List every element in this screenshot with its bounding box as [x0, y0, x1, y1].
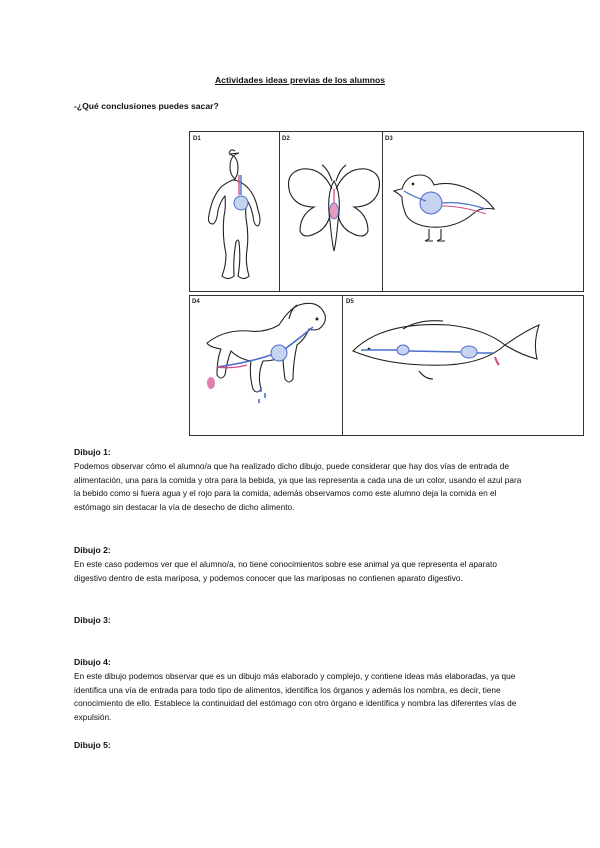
panel-d3-label: D3: [385, 136, 393, 142]
person-stomach: [234, 196, 248, 210]
bird-stomach: [420, 192, 442, 214]
section-text: Podemos observar cómo el alumno/a que ha realizado dicho dibujo, puede considerar que hay dos vías de entrada de alimentación, una para la comida y otra para la bebida, ya que las representa a cada una de un color, usando el azul para la bebido como si fuera agua y el rojo para la comida, además observamos como este alumno deja la comida en el estómago sin destacar la vía de desecho de dicho alimento.: [74, 460, 522, 513]
section-text: En este caso podemos ver que el alumno/a, no tiene conocimientos sobre ese animal ya que representa el aparato digestivo dentro de esta mariposa, y podemos conocer que las mariposas no contienen aparato digestivo.: [74, 558, 497, 583]
panel-d5-frame: [343, 296, 584, 436]
butterfly-stomach: [330, 203, 339, 219]
page-title: Actividades ideas previas de los alumnos: [214, 75, 386, 85]
bird-eye: [412, 183, 415, 186]
panel-d5-label: D5: [346, 299, 354, 305]
section-dibujo-2: [74, 544, 524, 585]
dog-stomach: [271, 345, 287, 361]
section-dibujo-3: [74, 614, 524, 628]
section-heading: Dibujo 3:: [74, 615, 111, 625]
dog-eye: [316, 318, 319, 321]
section-dibujo-1: [74, 446, 524, 515]
panel-d4-frame: [190, 296, 343, 436]
fish-stomach-back: [461, 346, 477, 358]
panel-d1-label: D1: [193, 136, 201, 142]
section-dibujo-4: [74, 656, 524, 725]
question-heading: -¿Qué conclusiones puedes sacar?: [74, 101, 219, 111]
section-heading: Dibujo 1:: [74, 447, 111, 457]
panel-d3-frame: [383, 132, 584, 292]
section-dibujo-5: [74, 739, 524, 753]
section-heading: Dibujo 4:: [74, 657, 111, 667]
section-heading: Dibujo 5:: [74, 740, 111, 750]
panel-d2-label: D2: [282, 136, 290, 142]
dog-expulsion-mark: [207, 377, 215, 389]
section-heading: Dibujo 2:: [74, 545, 111, 555]
section-text: En este dibujo podemos observar que es un dibujo más elaborado y complejo, y contiene ideas más elaboradas, ya que identifica una vía de entrada para todo tipo de alimentos, identifica los órganos y además los nombra, es decir, tiene conocimiento de ello. Establece la continuidad del estómago con otro órgano e identifica y nombra las diferentes vías de expulsión.: [74, 670, 517, 723]
student-drawings-figure: [189, 131, 584, 436]
panel-d4-label: D4: [192, 299, 200, 305]
fish-stomach-front: [397, 345, 409, 355]
